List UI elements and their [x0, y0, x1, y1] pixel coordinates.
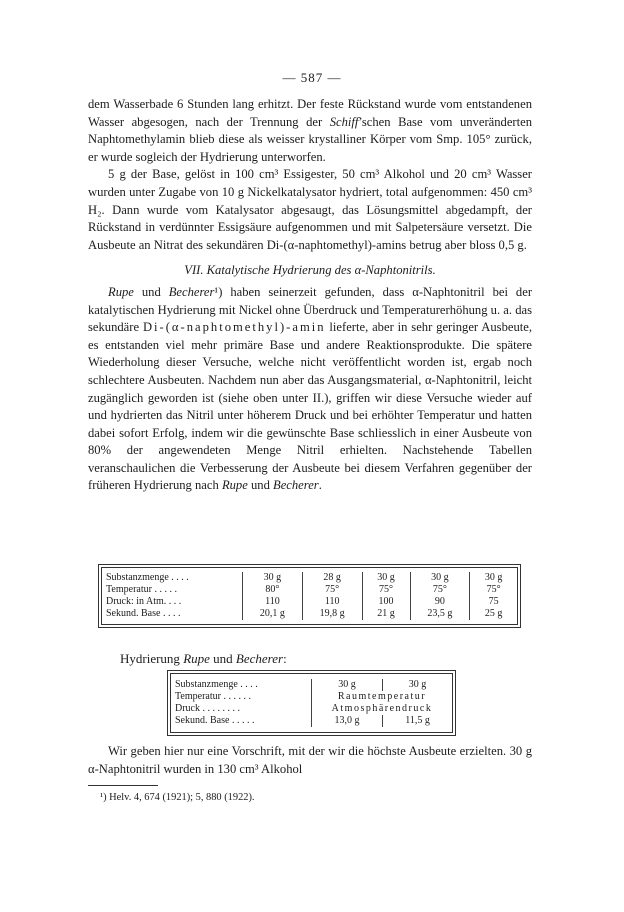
table-cell: 30 g [410, 572, 470, 584]
page-number: — 587 — [282, 70, 342, 85]
table-row [102, 596, 517, 608]
table-cell: 30 g [470, 572, 517, 584]
author-name: Becherer [235, 651, 284, 666]
table-cell: 30 g [362, 572, 410, 584]
text-run: lieferte, aber in sehr geringer Ausbeute, es entstanden viel mehr primäre Base und andere Reaktionsprodukte. Die spätere Wiederholung dieser Versuche, welche nicht veröffentlicht worden ist, ergab noch schlechtere Ausbeuten. Nachdem nun aber das Ausgangsmaterial, α-Naphtonitril, leicht zugänglich geworden ist (siehe oben unter II.), griffen wir diese Versuche wieder auf und hydrierten das Nitril unter höherem Druck und bei erhöhter Temperatur und hatten dabei sofort Erfolg, indem wir die gewünschte Base schliesslich in einer Ausbeute von 80% der angewendeten Menge Nitril erhielten. Nachstehende Tabellen veranschaulichen die Verbesserung der Ausbeute bei diesem Verfahren gegenüber der früheren Hydrierung nach [88, 320, 533, 493]
footnote: ¹) Helv. 4, 674 (1921); 5, 880 (1922). [100, 792, 255, 803]
text-run: : [283, 651, 287, 666]
text-run: dem Wasserbade 6 Stunden lang erhitzt. Der feste Rückstand wurde vom entstandenen Wasser abgesogen, nach der Trennung der [88, 97, 532, 129]
merged-cell: Raumtemperatur [312, 691, 453, 703]
table-cell: 80° [243, 584, 303, 596]
table-cell: 19,8 g [302, 608, 362, 620]
row-label: Substanzmenge . . . . [175, 679, 258, 690]
table-cell: 28 g [302, 572, 362, 584]
author-name: Rupe [108, 284, 134, 299]
author-name: Schiff [329, 114, 359, 129]
text-run: . [318, 478, 322, 493]
table-cell: 30 g [243, 572, 303, 584]
table-cell: 75° [410, 584, 470, 596]
row-label: Substanzmenge . . . . [106, 572, 189, 583]
table-cell: 75° [470, 584, 517, 596]
closing-text [88, 743, 532, 778]
table-cell: 21 g [362, 608, 410, 620]
table-cell: 13,0 g [312, 715, 383, 727]
table-cell: 90 [410, 596, 470, 608]
table-row [102, 584, 517, 596]
table-row [102, 572, 517, 584]
text-run: ¹) haben seinerzeit gefunden, dass α-Naphtonitril bei der katalytischen Hydrierung mit Nickel ohne Überdruck und Temperaturerhöhung u. a. das sekundäre [88, 284, 533, 335]
table-cell: 30 g [312, 679, 383, 691]
table-row [171, 715, 452, 727]
row-label: Sekund. Base . . . . [106, 608, 181, 619]
table-row [102, 608, 517, 620]
table-cell: 75° [302, 584, 362, 596]
section-heading: VII. Katalytische Hydrierung des α-Naphtonitrils. [184, 263, 436, 278]
author-name: Rupe [183, 651, 210, 666]
spaced-compound-name: Di-(α-naphtomethyl)-amin [142, 320, 326, 335]
text-run: Hydrierung [120, 651, 184, 666]
table-cell: 75° [362, 584, 410, 596]
text-run: und [133, 284, 169, 299]
paragraph: 5 g der Base, gelöst in 100 cm³ Essigester, 50 cm³ Alkohol und 20 cm³ Wasser wurden unter Zugabe von 10 g Nickelkatalysator hydriert, total aufgenommen: 450 cm³ H₂. Dann wurde vom Katalysator abgesaugt, das Lösungsmittel abgedampft, der Rückstand in verdünnter Essigsäure aufgenommen und mit Salpetersäure versetzt. Die Ausbeute an Nitrat des sekundären Di-(α-naphtomethyl)-amins betrug aber bloss 0,5 g. [88, 167, 532, 252]
text-run: und [209, 651, 236, 666]
merged-cell: Atmosphärendruck [312, 703, 453, 715]
table-cell: 75 [470, 596, 517, 608]
row-label: Sekund. Base . . . . . [175, 715, 255, 726]
text-run: und [247, 478, 274, 493]
table-cell: 110 [302, 596, 362, 608]
table-cell: 25 g [470, 608, 517, 620]
table-caption [120, 651, 287, 667]
paragraph [88, 96, 532, 166]
row-label: Temperatur . . . . . [106, 584, 177, 595]
text-run: ’schen Base vom unveränderten Naphtomethylamin blieb diese als weisser krystalliner Körper vom Smp. 105° zurück, er wurde sogleich der Hydrierung unterworfen. [88, 114, 532, 164]
results-table-grid [102, 572, 517, 620]
table-row [171, 691, 452, 703]
table-cell: 11,5 g [383, 715, 452, 727]
row-label: Druck: in Atm. . . . [106, 596, 182, 607]
footnote-rule [88, 785, 158, 786]
row-label: Temperatur . . . . . . [175, 691, 251, 702]
paragraph [88, 284, 532, 495]
body-text [88, 96, 532, 495]
table-cell: 110 [243, 596, 303, 608]
author-name: Becherer [168, 284, 215, 299]
table-cell: 100 [362, 596, 410, 608]
table-row [171, 703, 452, 715]
row-label: Druck . . . . . . . . [175, 703, 240, 714]
results-table [101, 567, 518, 625]
author-name: Becherer [273, 478, 319, 493]
comparison-table [170, 673, 453, 733]
comparison-table-grid [171, 679, 452, 727]
table-row [171, 679, 452, 691]
table-cell: 23,5 g [410, 608, 470, 620]
table-cell: 30 g [383, 679, 452, 691]
table-cell: 20,1 g [243, 608, 303, 620]
author-name: Rupe [221, 478, 248, 493]
paragraph: Wir geben hier nur eine Vorschrift, mit der wir die höchste Ausbeute erzielten. 30 g α-Naphtonitril wurden in 130 cm³ Alkohol [88, 744, 532, 776]
